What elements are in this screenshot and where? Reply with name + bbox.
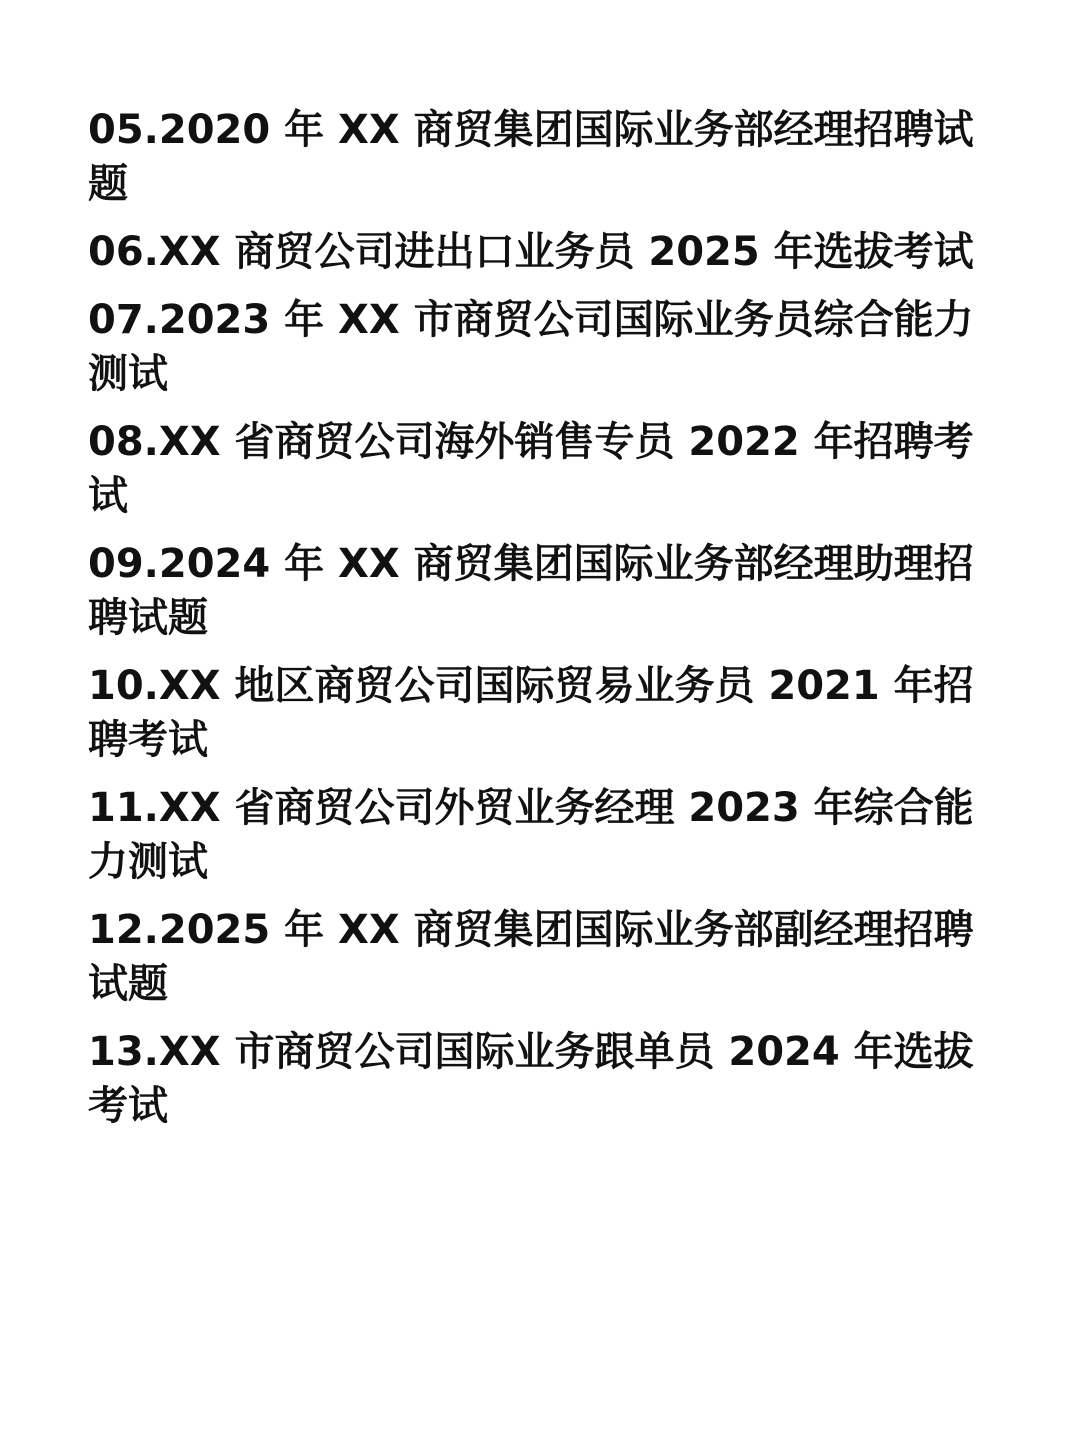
list-item-12: 12.2025 年 XX 商贸集团国际业务部副经理招聘试题 xyxy=(88,907,974,1007)
list-item-10: 10.XX 地区商贸公司国际贸易业务员 2021 年招聘考试 xyxy=(88,663,974,763)
list-item-05: 05.2020 年 XX 商贸集团国际业务部经理招聘试题 xyxy=(88,107,974,207)
list-item-11: 11.XX 省商贸公司外贸业务经理 2023 年综合能力测试 xyxy=(88,785,974,885)
list-item-08: 08.XX 省商贸公司海外销售专员 2022 年招聘考试 xyxy=(88,419,974,519)
list-item-07: 07.2023 年 XX 市商贸公司国际业务员综合能力测试 xyxy=(88,297,974,397)
list-item-13: 13.XX 市商贸公司国际业务跟单员 2024 年选拔考试 xyxy=(88,1029,974,1129)
exam-title-list xyxy=(88,103,988,1147)
list-item-06: 06.XX 商贸公司进出口业务员 2025 年选拔考试 xyxy=(88,229,974,275)
list-item-09: 09.2024 年 XX 商贸集团国际业务部经理助理招聘试题 xyxy=(88,541,974,641)
